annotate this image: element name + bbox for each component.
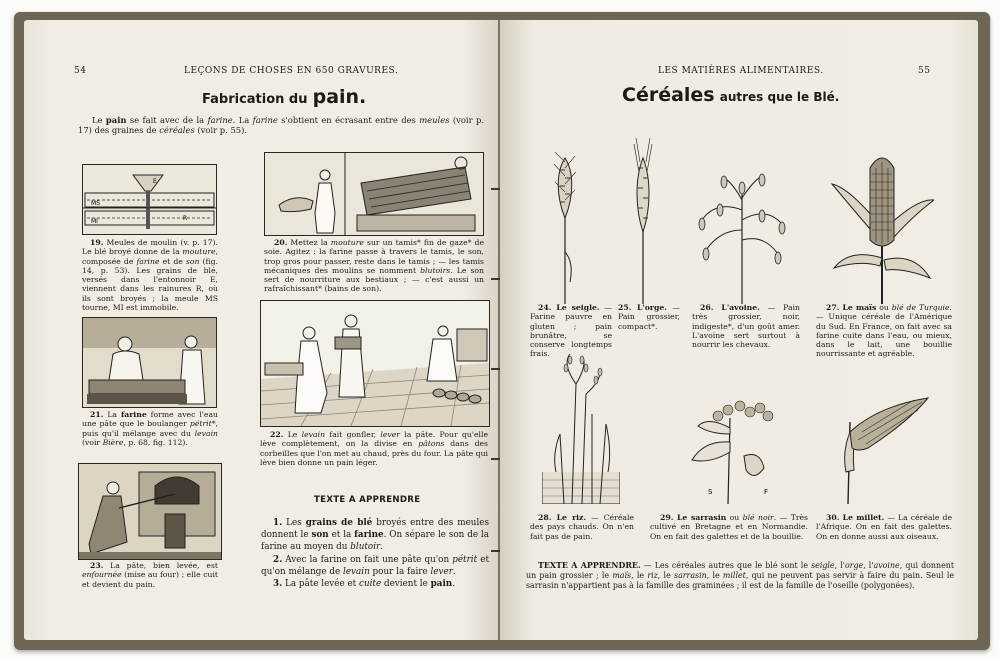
caption-25 xyxy=(618,303,680,331)
text-run: dans des corbeilles que l'on met au chaud, près du four. La pâte qui lève bien donne un pain léger. xyxy=(260,439,488,467)
text-run: lever xyxy=(430,566,453,577)
caption-24 xyxy=(530,303,612,359)
text-run: pétrit xyxy=(189,419,212,429)
figure-sieving xyxy=(264,152,484,236)
text-run: . Le son sert de nourriture aux bestiaux ; — c'est aussi un rafraîchissant* (bains de son). xyxy=(264,265,484,294)
page-number: 55 xyxy=(918,66,931,76)
text-run: s'obtient en écrasant entre des xyxy=(277,115,420,125)
lesson-title: TEXTE A APPRENDRE xyxy=(314,495,421,505)
text-run: — Pain très grossier, noir, indigeste*, d'un goût amer. L'avoine sert surtout à nourrir les chevaux. xyxy=(692,303,800,350)
text-run: blutoirs xyxy=(420,265,451,275)
text-run: , le xyxy=(657,570,675,580)
text-run: avoine xyxy=(873,561,900,570)
text-run: fait gonfler, xyxy=(325,430,381,439)
title-word: pain. xyxy=(312,86,367,108)
caption-23 xyxy=(82,561,218,589)
text-run: La pâte levée et xyxy=(282,579,360,590)
text-run: . xyxy=(452,566,456,577)
text-run: (fig. 14, p. 53). Les grains de blé, versés dans l'entonnoir E, viennent dans les rainures R, où ils sont broyés ; la meule MS tourne, MI est immobile. xyxy=(82,256,218,313)
text-run: 3. xyxy=(273,579,283,590)
text-run: blé noir xyxy=(742,513,774,522)
text-run: enfournée xyxy=(82,570,122,580)
caption-29 xyxy=(650,513,808,541)
text-run: Le xyxy=(283,430,302,439)
text-run: et qu'on mélange de xyxy=(261,554,489,577)
figure-oven xyxy=(78,463,222,560)
caption-30 xyxy=(816,513,952,541)
text-run: grains de blé xyxy=(305,518,373,528)
text-run: La pâte, bien levée, est xyxy=(103,561,218,570)
text-run: 28. Le riz. xyxy=(538,513,587,522)
lesson-item xyxy=(261,517,489,554)
text-run: — Pain grossier, compact*. xyxy=(618,303,680,331)
open-book xyxy=(14,12,990,650)
text-run: 24. Le seigle. xyxy=(538,303,600,312)
caption-27 xyxy=(816,303,952,359)
text-run: riz xyxy=(647,570,658,580)
running-head: LES MATIÈRES ALIMENTAIRES. xyxy=(658,66,824,76)
lesson-item xyxy=(261,578,489,590)
maize-illustration xyxy=(830,148,934,304)
text-run: et la xyxy=(328,530,355,541)
text-run: 30. Le millet. xyxy=(826,513,885,522)
text-run: ou xyxy=(876,303,892,312)
text-run: cuite xyxy=(359,579,382,590)
label-f: F xyxy=(764,488,769,496)
text-run: (voir p. 17) des graines de xyxy=(78,115,484,136)
millet-illustration xyxy=(838,392,932,504)
text-run: , p. 68, fig. 112). xyxy=(123,437,188,447)
text-run: céréales xyxy=(159,125,195,136)
caption-19 xyxy=(82,238,218,312)
page-number: 54 xyxy=(74,66,87,76)
text-run: La xyxy=(103,410,121,419)
text-run: ou xyxy=(726,513,743,522)
text-run: sarrasin xyxy=(674,570,707,580)
text-run: millet xyxy=(722,570,746,580)
text-run: , le xyxy=(706,570,723,580)
text-run: Le xyxy=(92,115,106,125)
text-run: Mettez la xyxy=(287,238,331,247)
text-run: *, puis qu'il mélange avec du xyxy=(82,419,218,438)
text-run: farine xyxy=(354,530,384,541)
text-run: (voir xyxy=(82,437,103,447)
text-run: — Céréale des pays chauds. On n'en fait pas de pain. xyxy=(530,513,634,541)
text-run: 25. L'orge. xyxy=(618,303,667,312)
caption-28 xyxy=(530,513,634,541)
text-run: mouture xyxy=(330,238,364,247)
text-run: son xyxy=(311,530,329,541)
text-run: , qui donnent un pain grossier ; le xyxy=(526,561,955,580)
text-run: lever xyxy=(380,430,400,439)
text-run: broyés entre des meules donnent le xyxy=(261,518,490,541)
text-run: levain xyxy=(343,566,370,577)
text-run: (mise au four) ; elle cuit et devient du pain. xyxy=(82,570,218,589)
running-head: LEÇONS DE CHOSES EN 650 GRAVURES. xyxy=(184,66,399,76)
text-run: 21. xyxy=(90,410,104,419)
text-run: sur un tamis* fin de gaze* de soie. Agitez : la farine passe à travers le tamis, le son, trop gros pour passer, reste dans le tamis ; — les tamis mécaniques des moulins se nomment xyxy=(264,238,484,275)
text-run: — La céréale de l'Afrique. On en fait des galettes. On en donne aussi aux oiseaux. xyxy=(816,513,952,541)
text-run: (voir p. 55). xyxy=(194,125,248,136)
text-run: forme avec l'eau une pâte que le boulanger xyxy=(82,410,218,429)
text-run: farine xyxy=(136,256,160,266)
label-r: R xyxy=(183,215,188,222)
text-run: 29. Le sarrasin xyxy=(660,513,727,522)
rye-illustration xyxy=(550,152,580,304)
right-page xyxy=(500,20,978,640)
text-run: blutoir xyxy=(350,542,381,553)
text-run: Avec la farine on fait une pâte qu'on xyxy=(282,554,453,565)
title-word: Céréales xyxy=(622,84,715,106)
text-run: , composée de xyxy=(82,247,218,266)
figure-millstones xyxy=(82,164,217,235)
text-run: 2. xyxy=(273,554,283,565)
text-run: pétrit xyxy=(452,554,478,565)
label-s: S xyxy=(708,488,713,496)
text-run: pain xyxy=(105,115,127,125)
caption-20 xyxy=(264,238,484,294)
text-run: Les xyxy=(282,518,306,528)
text-run: Meules de moulin (v. p. 17). Le blé broyé donne de la xyxy=(82,238,218,257)
text-run: devient le xyxy=(381,579,431,590)
text-run: 23. xyxy=(90,561,104,570)
lesson-item xyxy=(261,554,489,578)
text-run: — Farine pauvre en gluten ; pain brunâtre, se conserve longtemps frais. xyxy=(530,303,612,359)
text-run: 27. Le maïs xyxy=(826,303,877,312)
text-run: , le xyxy=(631,570,648,580)
text-run: Bière xyxy=(102,437,124,447)
title-prefix: Fabrication du xyxy=(202,92,308,107)
label-e: E xyxy=(153,178,157,185)
page-title xyxy=(622,84,839,106)
text-run: farine xyxy=(252,115,278,125)
text-run: farine xyxy=(120,410,147,419)
page-title xyxy=(202,86,366,108)
lesson-text xyxy=(261,517,489,590)
text-run: farine xyxy=(207,115,233,125)
text-run: — Les céréales autres que le blé sont le xyxy=(640,561,812,570)
lesson-text xyxy=(526,561,954,590)
text-run: 20. xyxy=(274,238,288,247)
text-run: . On sépare le son de la farine au moyen du xyxy=(261,530,489,553)
text-run: , qui ne peuvent pas servir à faire du pain. Seul le sarrasin n'appartient pas à la famille des graminées ; il est de la famille de l'oseille (polygonées). xyxy=(526,570,955,590)
text-run: son xyxy=(185,256,200,266)
intro-paragraph xyxy=(78,115,484,136)
text-run: . La xyxy=(232,115,253,125)
text-run: pâtons xyxy=(418,439,445,449)
buckwheat-illustration xyxy=(688,398,782,504)
text-run: orge xyxy=(844,561,864,570)
text-run: et de xyxy=(159,256,186,266)
text-run: , l' xyxy=(834,561,845,570)
text-run: la pâte. Pour qu'elle lève complètement, on la divise en xyxy=(260,430,488,449)
text-run: , l' xyxy=(863,561,874,570)
text-run: levain xyxy=(194,428,218,438)
text-run: 22. xyxy=(270,430,284,439)
text-run: mouture xyxy=(182,247,216,257)
rice-illustration xyxy=(542,354,620,504)
caption-22 xyxy=(260,430,488,467)
text-run: pour la faire xyxy=(369,566,431,577)
text-run: 26. L'avoine. xyxy=(700,303,760,312)
text-run: levain xyxy=(301,430,326,439)
text-run: TEXTE A APPRENDRE. xyxy=(538,561,641,570)
oat-illustration xyxy=(696,170,788,304)
text-run: pain xyxy=(430,579,453,590)
label-ms: MS xyxy=(91,200,100,207)
caption-21 xyxy=(82,410,218,447)
figure-kneading xyxy=(82,317,217,408)
barley-illustration xyxy=(628,138,658,304)
text-run: seigle xyxy=(811,561,835,570)
text-run: . xyxy=(380,542,384,553)
left-page xyxy=(24,20,500,640)
text-run: meules xyxy=(419,115,450,125)
text-run: 19. xyxy=(90,238,104,247)
figure-bakery xyxy=(260,300,490,427)
text-run: blé de Turquie xyxy=(891,303,950,312)
text-run: . — Très cultivé en Bretagne et en Normandie. On en fait des galettes et de la bouillie. xyxy=(650,513,809,541)
text-run: maïs xyxy=(612,570,632,580)
text-run: 1. xyxy=(273,518,283,528)
text-run: . xyxy=(452,579,455,590)
label-mi: MI xyxy=(91,218,98,225)
title-rest: autres que le Blé. xyxy=(719,90,840,104)
text-run: se fait avec de la xyxy=(126,115,208,125)
text-run: . — Unique céréale de l'Amérique du Sud. En France, on fait avec sa farine cuite dans l'eau, ou mieux, dans le lait, une bouillie nourrissante et agréable. xyxy=(816,303,952,359)
caption-26 xyxy=(692,303,800,349)
